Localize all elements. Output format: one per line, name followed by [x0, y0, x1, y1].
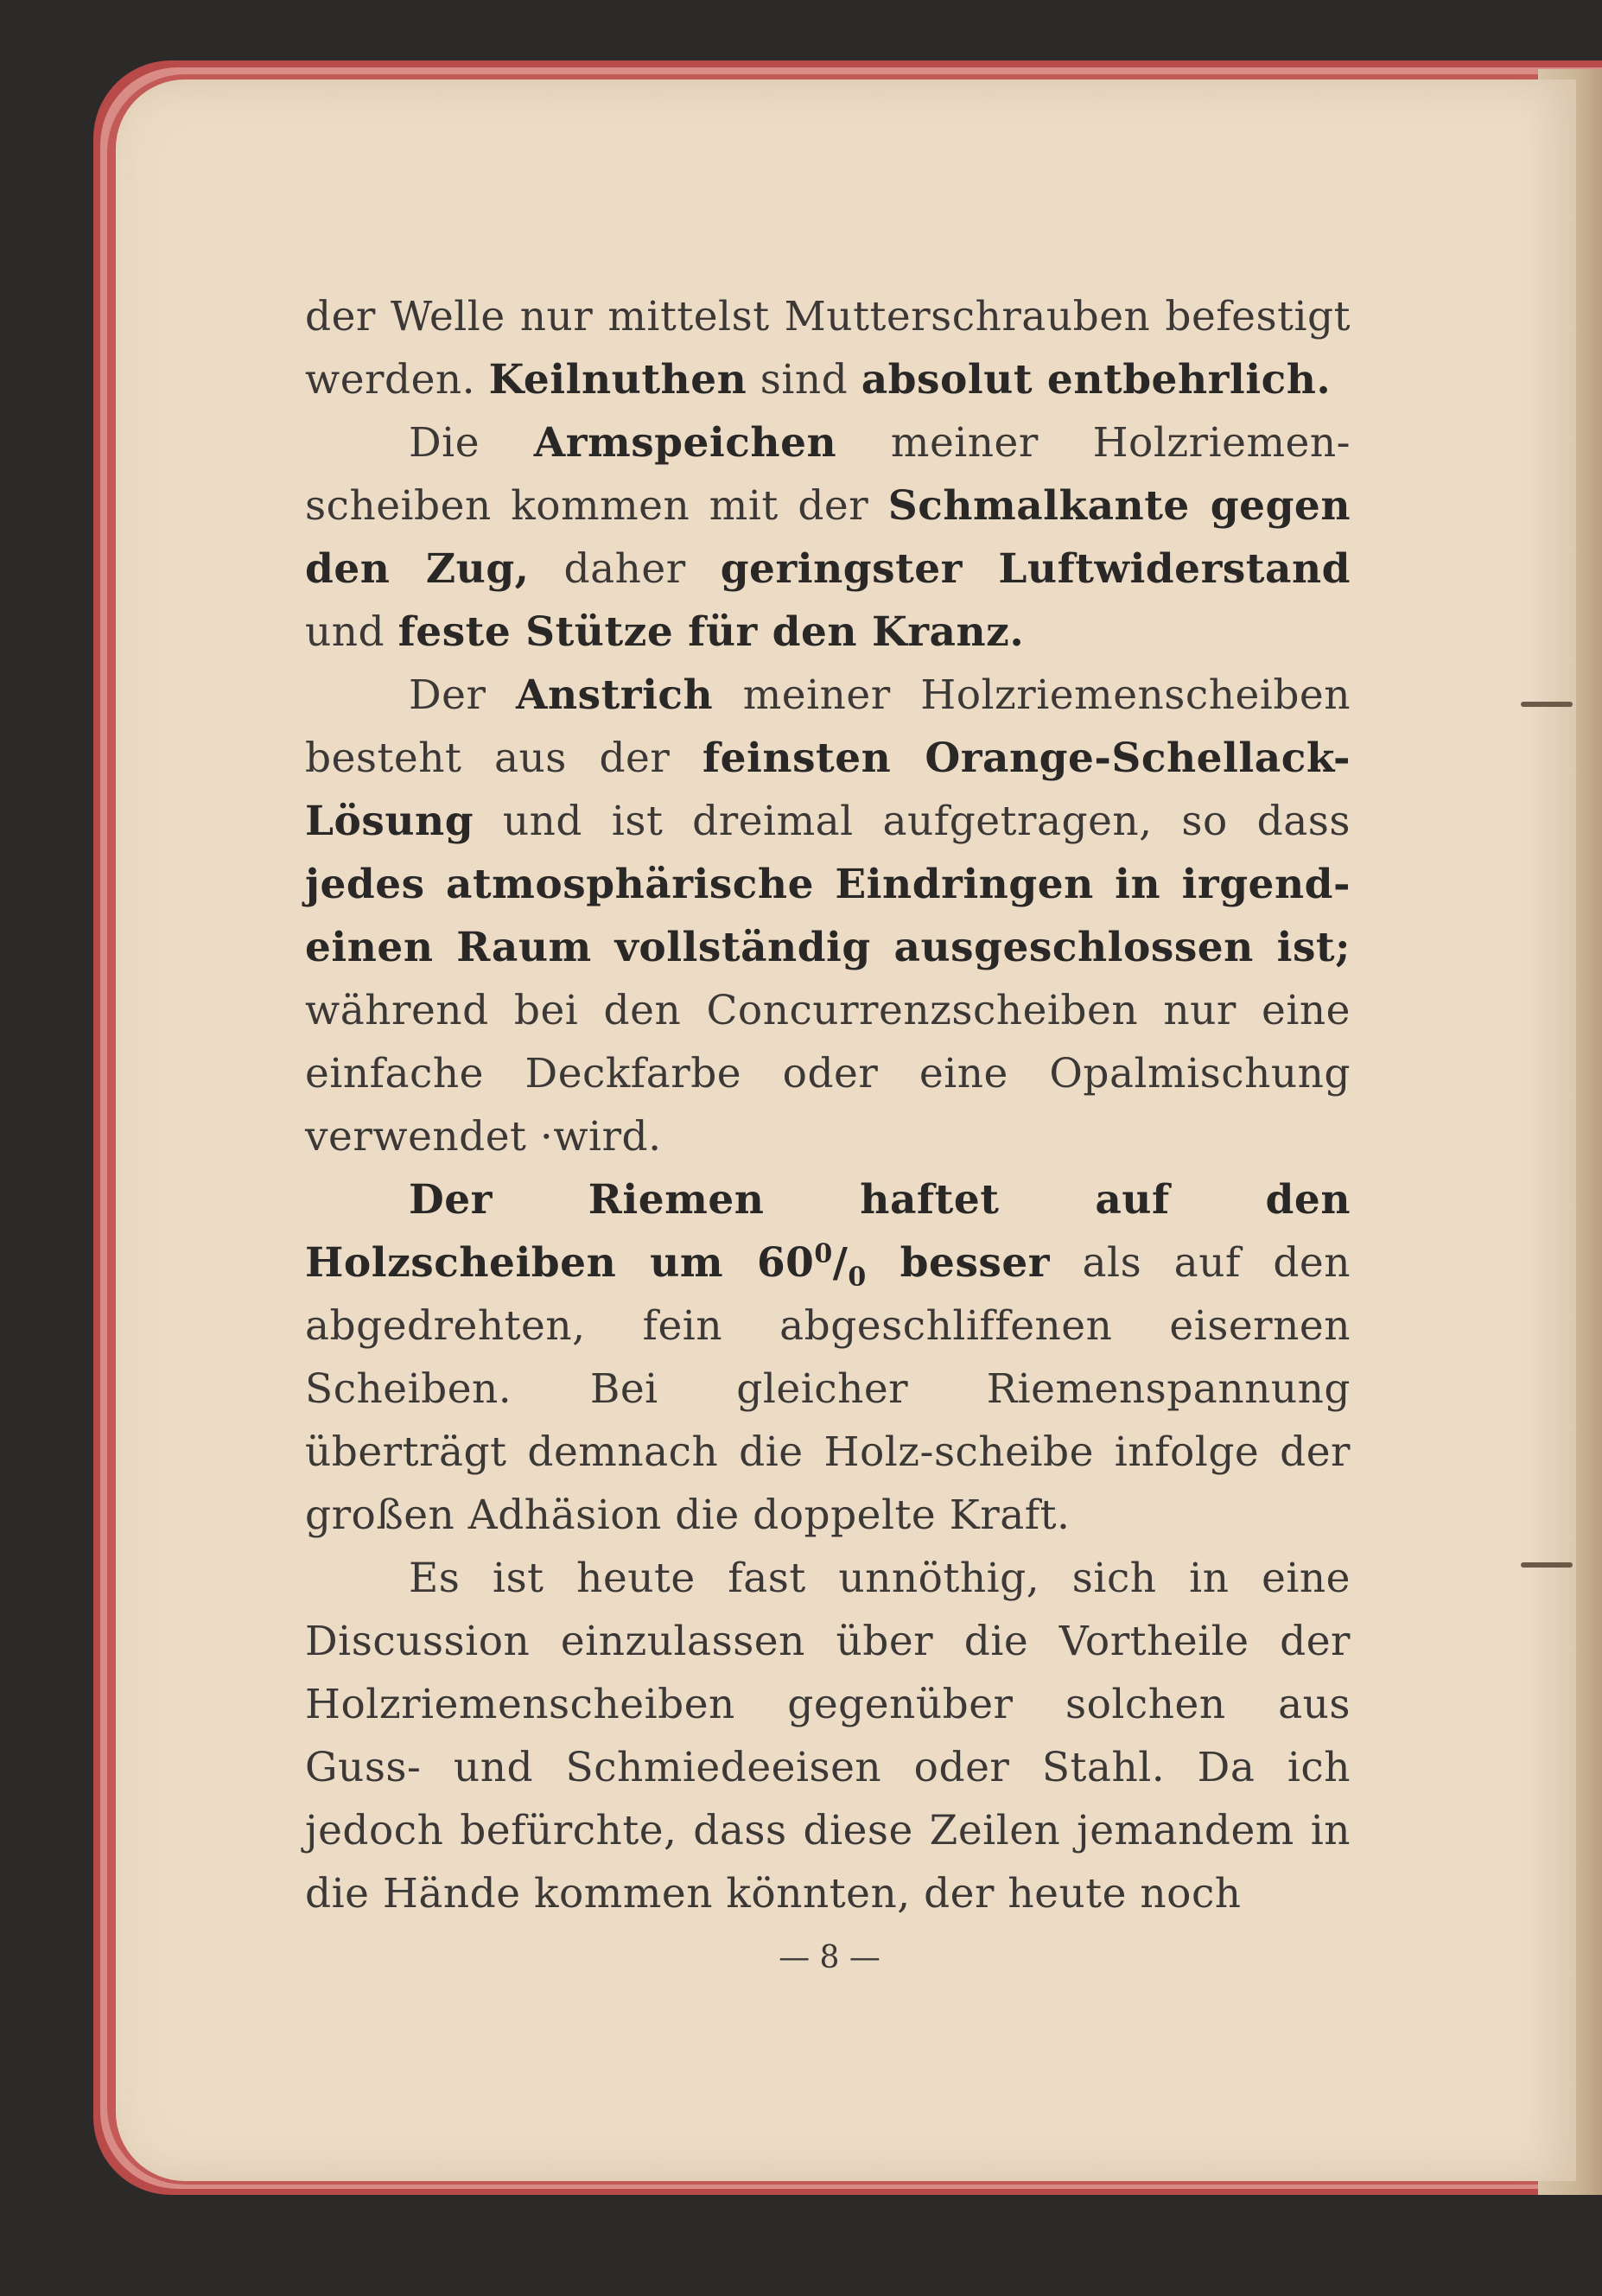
bold-text-segment: 0 [848, 1262, 867, 1293]
paragraph-2 [305, 411, 1351, 664]
bold-text-segment: feinsten Orange-Schellack-Lösung [305, 735, 1351, 845]
paragraph-4 [305, 1168, 1351, 1547]
bold-text-segment: feste Stütze für den Kranz. [397, 608, 1025, 656]
text-segment: und ist dreimal aufgetragen, so dass [474, 798, 1351, 845]
text-segment: als auf den abgedrehten, fein abgeschliffenen eisernen Scheiben. Bei gleicher Riemenspannung überträgt demnach die Holz-scheibe infolge der großen Adhäsion die doppelte Kraft. [305, 1239, 1351, 1539]
text-segment: sind [747, 356, 861, 404]
bold-text-segment: geringster Luftwiderstand [720, 545, 1351, 593]
text-segment: und [305, 608, 398, 656]
bold-text-segment: Der Riemen haftet auf den Holzscheiben um 60 [305, 1176, 1351, 1287]
body-text [305, 285, 1351, 1925]
text-segment: meiner Holzriemen-scheiben kommen mit der [305, 419, 1351, 530]
paragraph-5 [305, 1547, 1351, 1925]
bold-text-segment: absolut entbehrlich. [861, 356, 1332, 404]
paragraph-3 [305, 664, 1351, 1168]
bold-text-segment: Armspeichen [533, 419, 837, 467]
binding-thread-mark [1521, 1562, 1573, 1568]
paragraph-1 [305, 285, 1351, 411]
bold-text-segment: besser [866, 1239, 1051, 1287]
bold-text-segment: jedes atmosphärische Eindringen in irgend-einen Raum vollständig ausgeschlossen ist; [305, 861, 1351, 971]
text-segment: Der [409, 671, 516, 719]
text-segment: daher [529, 545, 721, 593]
bold-text-segment: 0 [814, 1238, 833, 1269]
text-segment: meiner Holzriemenscheiben besteht aus der [305, 671, 1351, 782]
bold-text-segment: Schmalkante gegen den Zug, [305, 482, 1351, 593]
binding-thread-mark [1521, 702, 1573, 707]
text-segment: der Welle nur mittelst Mutterschrauben befestigt werden. [305, 293, 1351, 404]
text-segment: während bei den Concurrenzscheiben nur eine einfache Deckfarbe oder eine Opalmischung verwendet ·wird. [305, 987, 1351, 1161]
text-segment: Es ist heute fast unnöthig, sich in eine Discussion einzulassen über die Vortheile der Holzriemenscheiben gegenüber solchen aus Guss- und Schmiedeeisen oder Stahl. Da ich jedoch befürchte, dass diese Zeilen jemandem in die Hände kommen könnten, der heute noch [305, 1555, 1351, 1918]
bold-text-segment: Keilnuthen [488, 356, 747, 404]
bold-text-segment: / [832, 1239, 849, 1287]
page-number: — 8 — [779, 1940, 880, 1975]
text-segment: Die [409, 419, 534, 467]
bold-text-segment: Anstrich [516, 671, 714, 719]
